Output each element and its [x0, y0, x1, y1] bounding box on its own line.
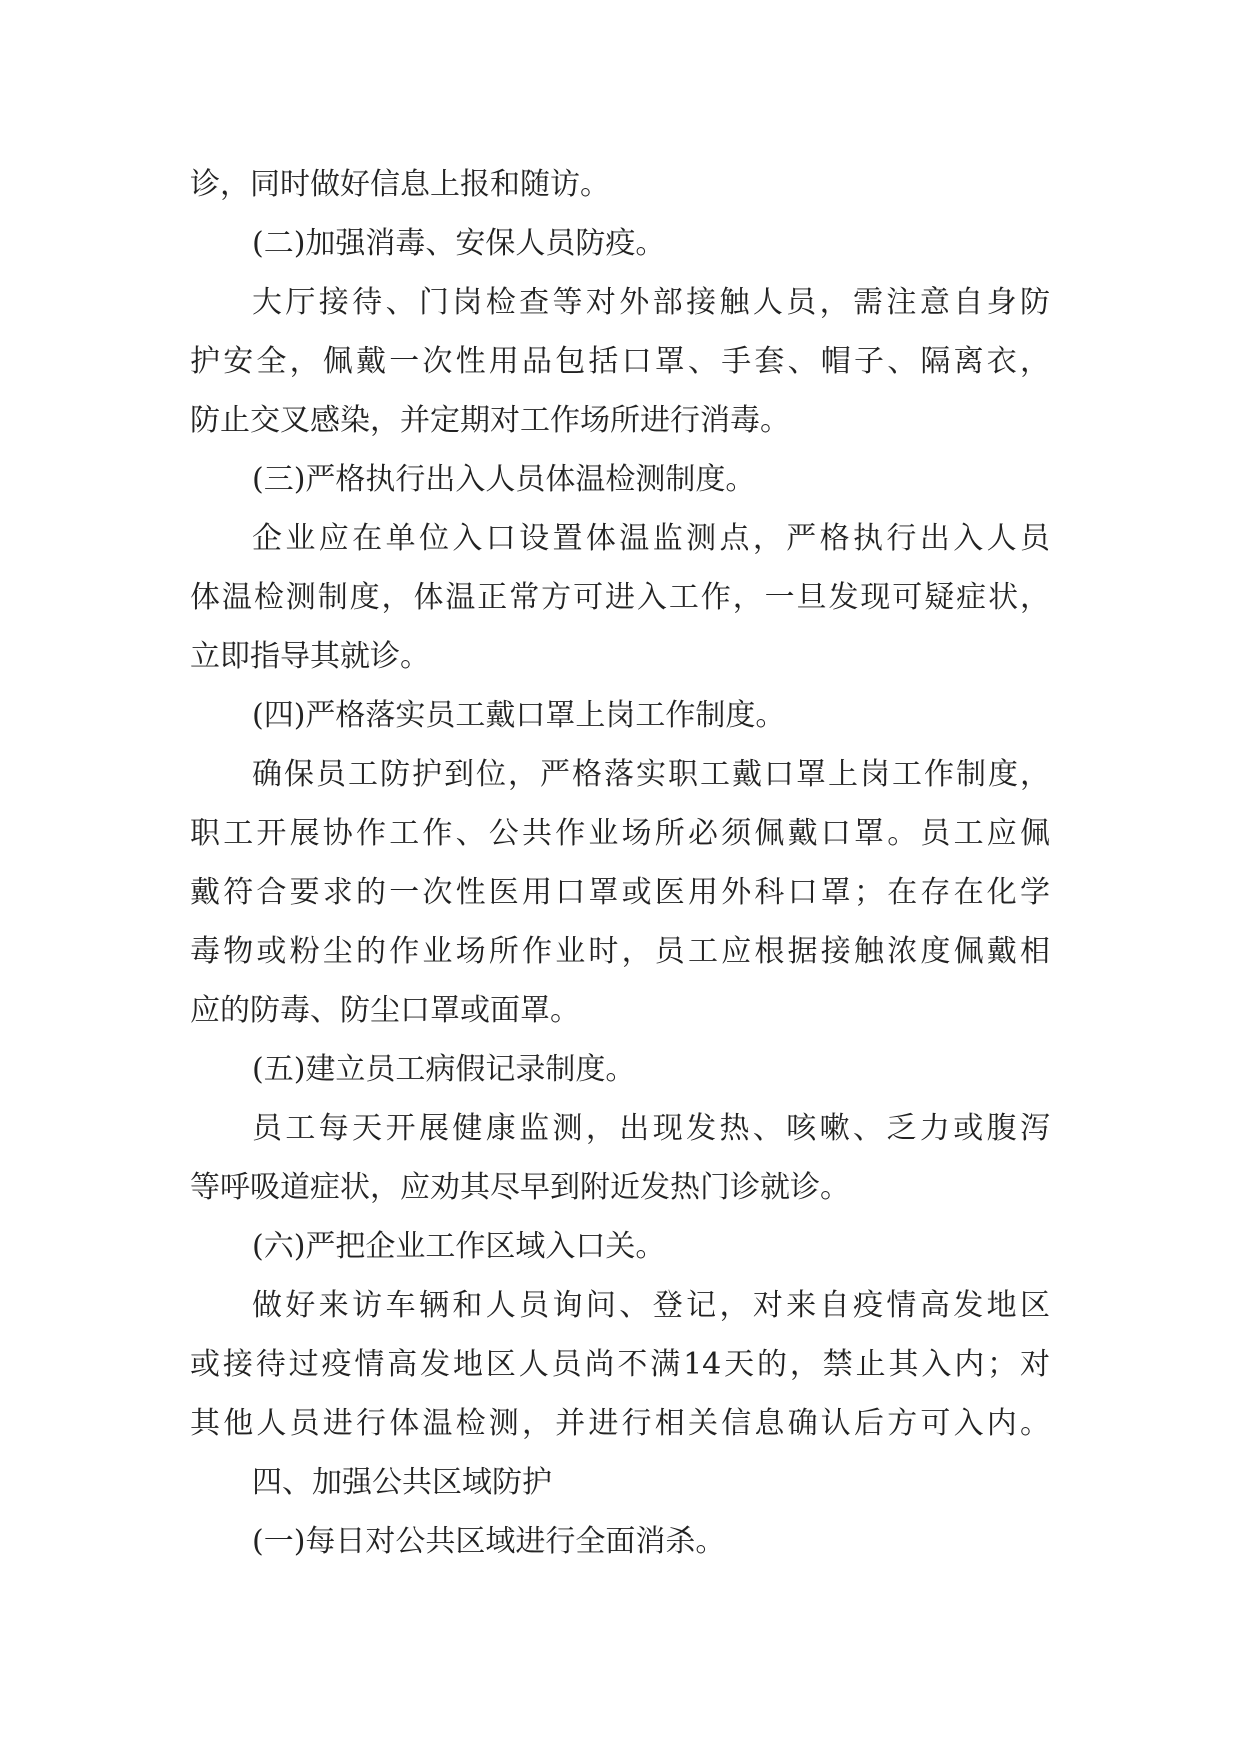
paragraph-line: 诊，同时做好信息上报和随访。: [190, 167, 610, 202]
paragraph-line: 戴符合要求的一次性医用口罩或医用外科口罩；在存在化学: [190, 875, 1050, 910]
paragraph-line: 做好来访车辆和人员询问、登记，对来自疫情高发地区: [252, 1288, 1050, 1323]
paragraph-line: 护安全，佩戴一次性用品包括口罩、手套、帽子、隔离衣，: [190, 344, 1050, 379]
section-heading: (二)加强消毒、安保人员防疫。: [252, 226, 666, 261]
paragraph-line: 其他人员进行体温检测，并进行相关信息确认后方可入内。: [190, 1406, 1050, 1441]
section-heading: (一)每日对公共区域进行全面消杀。: [252, 1524, 726, 1559]
section-heading: (四)严格落实员工戴口罩上岗工作制度。: [252, 698, 786, 733]
paragraph-line: 应的防毒、防尘口罩或面罩。: [190, 993, 580, 1028]
paragraph-line: 毒物或粉尘的作业场所作业时，员工应根据接触浓度佩戴相: [190, 934, 1050, 969]
section-heading: (六)严把企业工作区域入口关。: [252, 1229, 666, 1264]
document-body: [190, 155, 1050, 1571]
paragraph-line: 立即指导其就诊。: [190, 639, 430, 674]
section-heading: (五)建立员工病假记录制度。: [252, 1052, 636, 1087]
paragraph-line: 员工每天开展健康监测，出现发热、咳嗽、乏力或腹泻: [252, 1111, 1050, 1146]
paragraph-line: 体温检测制度，体温正常方可进入工作，一旦发现可疑症状，: [190, 580, 1050, 615]
paragraph-line: 或接待过疫情高发地区人员尚不满14天的，禁止其入内；对: [190, 1347, 1050, 1382]
paragraph-line: 等呼吸道症状，应劝其尽早到附近发热门诊就诊。: [190, 1170, 850, 1205]
paragraph-line: 确保员工防护到位，严格落实职工戴口罩上岗工作制度，: [252, 757, 1050, 792]
paragraph-line: 企业应在单位入口设置体温监测点，严格执行出入人员: [252, 521, 1050, 556]
section-heading: (三)严格执行出入人员体温检测制度。: [252, 462, 756, 497]
paragraph-line: 职工开展协作工作、公共作业场所必须佩戴口罩。员工应佩: [190, 816, 1050, 851]
paragraph-line: 防止交叉感染，并定期对工作场所进行消毒。: [190, 403, 790, 438]
chapter-heading: 四、加强公共区域防护: [252, 1465, 552, 1500]
paragraph-line: 大厅接待、门岗检查等对外部接触人员，需注意自身防: [252, 285, 1050, 320]
